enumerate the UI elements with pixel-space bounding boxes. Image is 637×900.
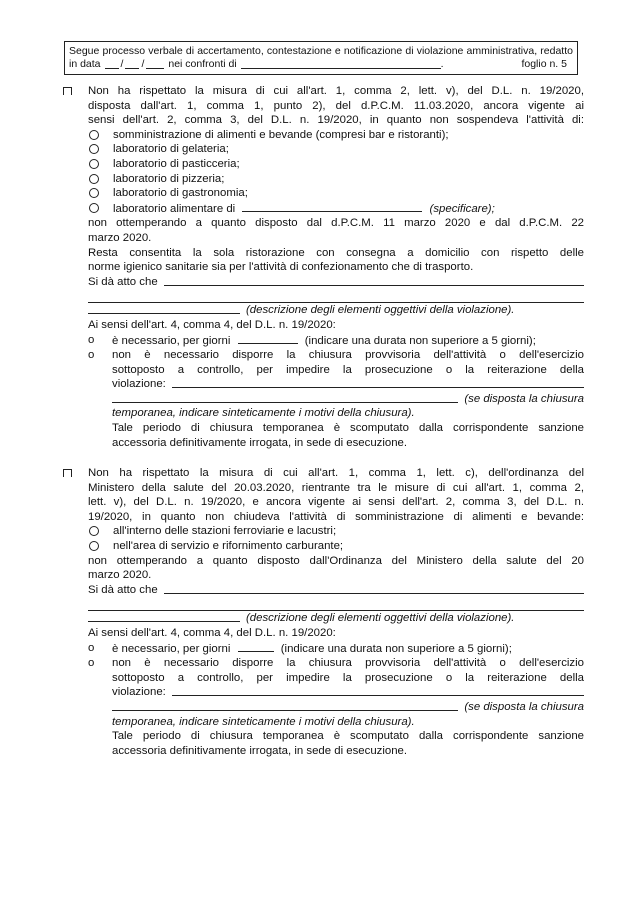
radio-circle[interactable] (89, 188, 99, 198)
giorni-blank[interactable] (238, 333, 298, 344)
option-label: all'interno delle stazioni ferroviarie e lacustri; (113, 525, 337, 538)
confronti-blank[interactable] (241, 58, 441, 69)
si-da-atto-row (64, 583, 584, 598)
bullet-giorni-label: è necessario, per giorni (112, 642, 231, 655)
radio-circle[interactable] (89, 174, 99, 184)
bullet-circle[interactable]: o (88, 657, 95, 670)
section1-intro-line: Non ha rispettato la misura di cui all'art. 1, comma 2, lett. v), del D.L. n. 19/2020, (88, 85, 584, 97)
descrizione-row (64, 611, 584, 626)
non-ottemperando-line: non ottemperando a quanto disposto dal d.P.C.M. 11 marzo 2020 e dal d.P.C.M. 22 (88, 217, 584, 230)
bullet-non-necessario[interactable] (64, 348, 584, 450)
bullet-giorni-note: (indicare una durata non superiore a 5 giorni); (304, 334, 536, 347)
section2-intro-line: Non ha rispettato la misura di cui all'art. 1, comma 1, lett. c), dell'ordinanza del (88, 467, 584, 479)
se-disposta-row (112, 392, 584, 407)
radio-circle[interactable] (89, 144, 99, 154)
bullet-giorni-note: (indicare una durata non superiore a 5 giorni); (280, 642, 512, 655)
header-in-data-label: in data (69, 58, 101, 70)
section1-intro (64, 84, 584, 128)
date-year-blank[interactable] (146, 58, 164, 69)
bullet-non-necessario-line: non è necessario disporre la chiusura provvisoria dell'attività o dell'esercizio (112, 349, 584, 362)
se-disposta-label: (se disposta la chiusura (464, 700, 584, 713)
option-item[interactable] (64, 186, 584, 201)
section-1 (64, 84, 584, 450)
radio-circle[interactable] (89, 203, 99, 213)
ai-sensi-label: Ai sensi dell'art. 4, comma 4, del D.L. n. 19/2020: (88, 626, 336, 639)
tale-periodo-line: accessoria definitivamente irrogata, in sede di esecuzione. (112, 744, 408, 757)
temporanea-label: temporanea, indicare sinteticamente i motivi della chiusura). (112, 715, 415, 728)
violazione-row (112, 685, 584, 700)
si-da-atto-row (64, 275, 584, 290)
description-blank-line[interactable] (88, 289, 584, 303)
si-da-atto-label: Si dà atto che (88, 583, 158, 596)
descrizione-row (64, 303, 584, 318)
section2-checkbox[interactable] (63, 469, 72, 477)
option-label: laboratorio di gelateria; (113, 143, 229, 156)
option-item[interactable] (64, 172, 584, 187)
non-ottemperando-line: non ottemperando a quanto disposto dall'Ordinanza del Ministero della salute del 20 (88, 554, 584, 567)
resta-line: norme igienico sanitarie sia per l'attività di confezionamento che di trasporto. (88, 261, 474, 274)
se-disposta-row (112, 700, 584, 715)
non-ottemperando-line: marzo 2020. (88, 231, 152, 244)
header-line2: in data / / nei confronti di . foglio n. 5 (69, 58, 573, 71)
description-blank-short[interactable] (88, 611, 240, 622)
option-label: nell'area di servizio e rifornimento carburante; (113, 539, 344, 552)
option-item[interactable] (64, 201, 584, 217)
si-da-atto-blank[interactable] (164, 583, 584, 594)
temporanea-label: temporanea, indicare sinteticamente i motivi della chiusura). (112, 407, 415, 420)
section2-intro-line: lett. v), del D.L. n. 19/2020, e ancora vigente ai sensi dell'art. 2, comma 3, del D.L. n. (88, 496, 584, 509)
description-blank-line[interactable] (88, 597, 584, 611)
option-label: laboratorio di pizzeria; (113, 172, 225, 185)
header-box (64, 41, 578, 75)
specificare-blank[interactable] (242, 201, 422, 212)
descrizione-label: (descrizione degli elementi oggettivi della violazione). (246, 612, 515, 625)
tale-periodo-line: Tale periodo di chiusura temporanea è scomputato dalla corrispondente sanzione (112, 422, 584, 435)
section2-intro-line: Ministero della salute del 20.03.2020, rientrante tra le misure di cui all'art. 1, comma 2, (88, 481, 584, 494)
section1-intro-line: disposta dall'art. 1, comma 1, punto 2), del d.P.C.M. 11.03.2020, ancora vigente ai (88, 99, 584, 112)
bullet-giorni[interactable] (64, 333, 584, 349)
tale-periodo-line: Tale periodo di chiusura temporanea è scomputato dalla corrispondente sanzione (112, 730, 584, 743)
si-da-atto-label: Si dà atto che (88, 275, 158, 288)
radio-circle[interactable] (89, 130, 99, 140)
non-ottemperando-line: marzo 2020. (88, 569, 152, 582)
section2-intro-line: 19/2020, in quanto non chiudeva l'attività di somministrazione di alimenti e bevande: (88, 510, 584, 523)
bullet-giorni-label: è necessario, per giorni (112, 334, 231, 347)
description-blank-short[interactable] (88, 303, 240, 314)
resta-line: Resta consentita la sola ristorazione con consegna a domicilio con rispetto delle (88, 246, 584, 259)
option-item[interactable] (64, 128, 584, 143)
descrizione-label: (descrizione degli elementi oggettivi della violazione). (246, 304, 515, 317)
bullet-circle[interactable]: o (88, 333, 95, 346)
option-label: laboratorio di gastronomia; (113, 187, 248, 200)
header-line1: Segue processo verbale di accertamento, contestazione e notificazione di violazione amministrativa, redatto (69, 45, 573, 57)
bullet-non-necessario-line: sottoposto a controllo, per impedire la prosecuzione o la reiterazione della (112, 671, 584, 684)
option-item[interactable] (64, 142, 584, 157)
bullet-circle[interactable]: o (88, 349, 95, 362)
motivi-blank[interactable] (112, 392, 458, 403)
option-item[interactable] (64, 539, 584, 554)
violazione-row (112, 377, 584, 392)
motivi-blank[interactable] (112, 700, 458, 711)
violazione-blank[interactable] (172, 685, 584, 696)
violazione-label: violazione: (112, 378, 166, 391)
option-label: laboratorio di pasticceria; (113, 157, 240, 170)
se-disposta-label: (se disposta la chiusura (464, 392, 584, 405)
date-day-blank[interactable] (105, 58, 119, 69)
radio-circle[interactable] (89, 526, 99, 536)
specificare-label: (specificare); (429, 202, 495, 215)
section1-intro-line: sensi dell'art. 2, comma 3, del D.L. n. 19/2020, in quanto non sospendeva l'attività di: (88, 114, 584, 127)
radio-circle[interactable] (89, 541, 99, 551)
option-label: somministrazione di alimenti e bevande (compresi bar e ristoranti); (113, 128, 449, 141)
header-confronti-label: nei confronti di (168, 58, 237, 70)
date-month-blank[interactable] (125, 58, 139, 69)
violazione-label: violazione: (112, 686, 166, 699)
bullet-non-necessario[interactable] (64, 656, 584, 758)
radio-circle[interactable] (89, 159, 99, 169)
giorni-blank[interactable] (238, 641, 274, 652)
option-label: laboratorio alimentare di (113, 202, 236, 215)
section2-intro (64, 466, 584, 524)
header-foglio-label: foglio n. 5 (521, 58, 567, 70)
section-2 (64, 466, 584, 758)
bullet-non-necessario-line: non è necessario disporre la chiusura provvisoria dell'attività o dell'esercizio (112, 657, 584, 670)
violazione-blank[interactable] (172, 377, 584, 388)
section1-checkbox[interactable] (63, 87, 72, 95)
bullet-non-necessario-line: sottoposto a controllo, per impedire la prosecuzione o la reiterazione della (112, 363, 584, 376)
option-item[interactable] (64, 524, 584, 539)
ai-sensi-label: Ai sensi dell'art. 4, comma 4, del D.L. n. 19/2020: (88, 318, 336, 331)
bullet-giorni[interactable] (64, 641, 584, 657)
tale-periodo-line: accessoria definitivamente irrogata, in sede di esecuzione. (112, 436, 408, 449)
si-da-atto-blank[interactable] (164, 275, 584, 286)
option-item[interactable] (64, 157, 584, 172)
bullet-circle[interactable]: o (88, 641, 95, 654)
